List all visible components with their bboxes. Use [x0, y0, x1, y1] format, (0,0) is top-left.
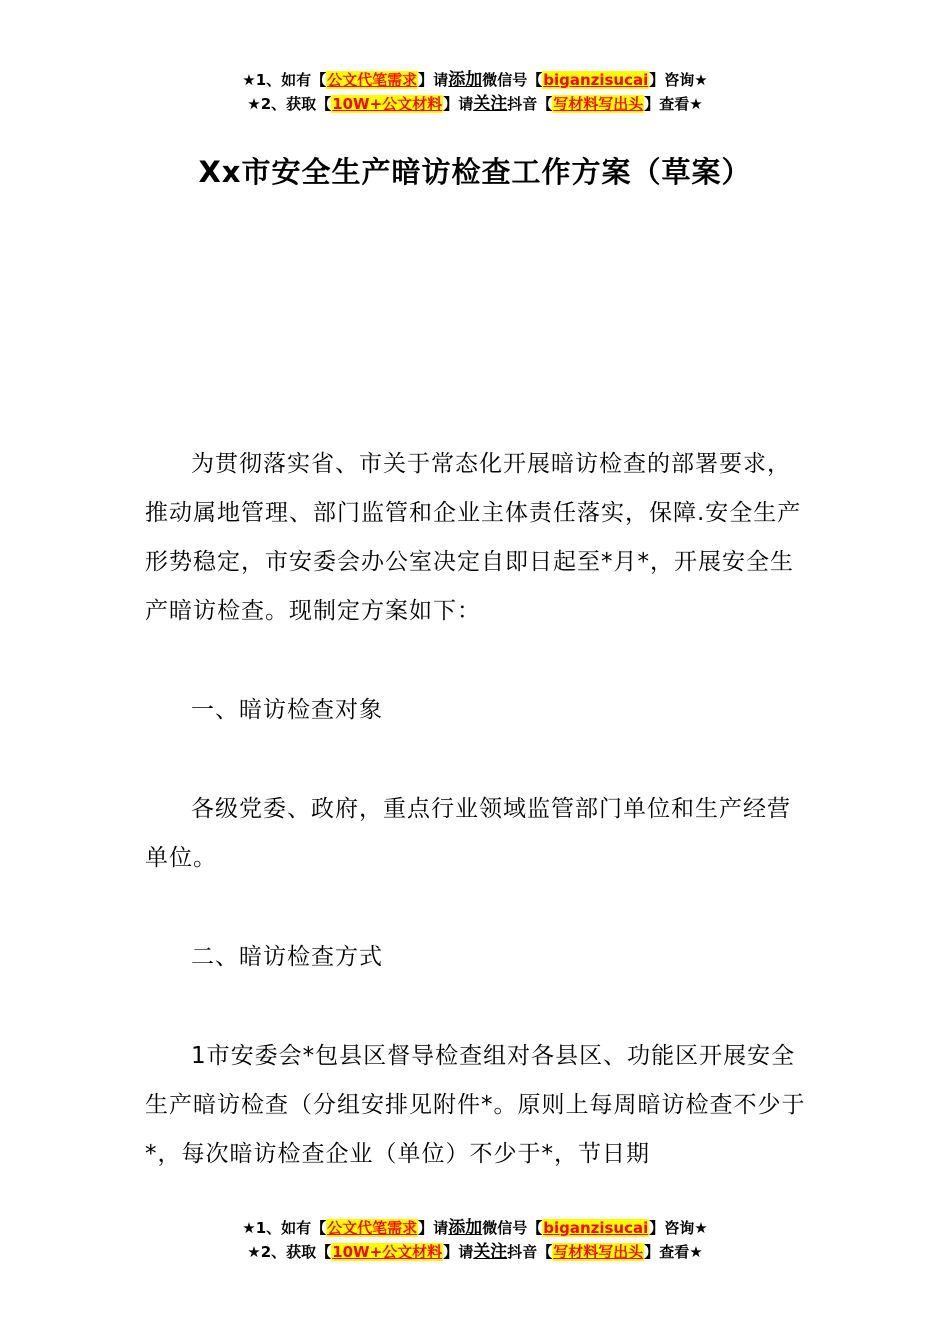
document-body: [145, 440, 810, 1229]
document-title: Xx市安全生产暗访检查工作方案（草案）: [198, 155, 752, 189]
banner-wechat-id: biganzisucai: [543, 71, 649, 89]
banner-line-1: [0, 1216, 950, 1240]
banner-douyin-id: 写材料写出头: [553, 1243, 644, 1261]
banner-douyin-id: 写材料写出头: [553, 95, 644, 113]
section-2-heading: 二、暗访检查方式: [191, 944, 383, 970]
banner-highlight: 公文代笔需求: [327, 71, 418, 89]
banner-line-2: [0, 1240, 950, 1264]
banner-line-1: [0, 68, 950, 92]
banner-text: ★2、获取【: [247, 95, 332, 113]
banner-text: 】请: [418, 71, 449, 89]
intro-paragraph: 为贯彻落实省、市关于常态化开展暗访检查的部署要求，推动属地管理、部门监管和企业主体责任落实，保障.安全生产形势稳定，市安委会办公室决定自即日起至*月*，开展安全生产暗访检查。现制定方案如下：: [145, 451, 802, 624]
banner-emphasis: 添加: [448, 70, 483, 90]
banner-text: 】请: [443, 95, 474, 113]
banner-text: 抖音【: [507, 95, 553, 113]
section-1-heading: 一、暗访检查对象: [191, 697, 383, 723]
banner-text: 】请: [443, 1243, 474, 1261]
banner-text: ★1、如有【: [242, 71, 327, 89]
banner-text: 】咨询★: [649, 1219, 708, 1237]
banner-text: 】咨询★: [649, 71, 708, 89]
section-2-paragraph: 1市安委会*包县区督导检查组对各县区、功能区开展安全生产暗访检查（分组安排见附件*。原则上每周暗访检查不少于*，每次暗访检查企业（单位）不少于*，节日期: [145, 1043, 806, 1167]
banner-text: ★1、如有【: [242, 1219, 327, 1237]
footer-banner: [0, 1216, 950, 1264]
banner-text: 】查看★: [644, 1243, 703, 1261]
banner-line-2: [0, 92, 950, 116]
header-banner: [0, 68, 950, 116]
banner-text: 】请: [418, 1219, 449, 1237]
banner-highlight: 公文代笔需求: [327, 1219, 418, 1237]
banner-highlight: 10W+公文材料: [332, 1243, 443, 1261]
banner-emphasis: 添加: [448, 1218, 483, 1238]
banner-text: 抖音【: [507, 1243, 553, 1261]
banner-text: ★2、获取【: [247, 1243, 332, 1261]
section-1-paragraph: 各级党委、政府，重点行业领域监管部门单位和生产经营单位。: [145, 796, 791, 871]
banner-text: 微信号【: [482, 1219, 543, 1237]
banner-highlight: 10W+公文材料: [332, 95, 443, 113]
banner-emphasis: 关注: [473, 94, 508, 114]
banner-wechat-id: biganzisucai: [543, 1219, 649, 1237]
banner-text: 微信号【: [482, 71, 543, 89]
banner-emphasis: 关注: [473, 1242, 508, 1262]
banner-text: 】查看★: [644, 95, 703, 113]
